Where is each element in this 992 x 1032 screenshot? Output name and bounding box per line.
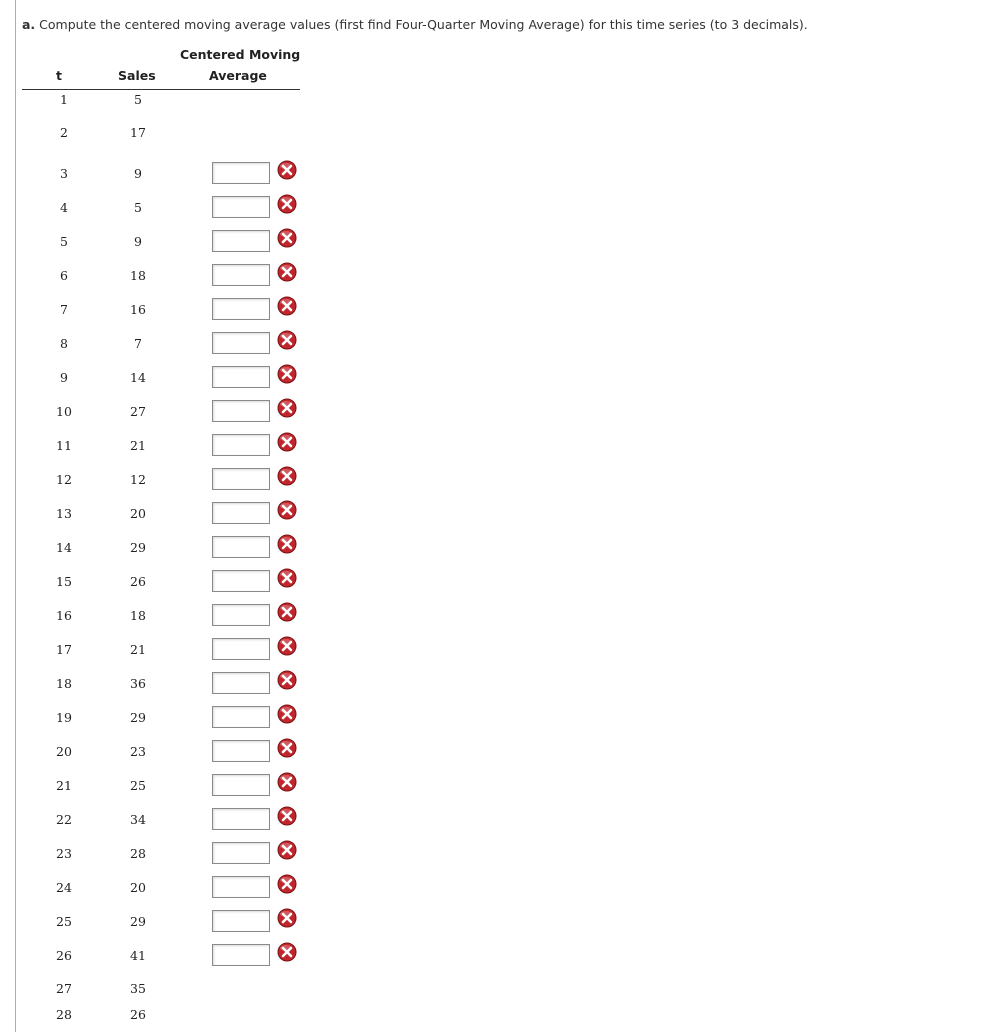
cma-answer-input[interactable]	[212, 162, 270, 184]
cell-sales: 23	[130, 744, 146, 759]
cell-t: 11	[56, 438, 72, 453]
incorrect-x-icon	[277, 670, 297, 690]
incorrect-x-icon	[277, 874, 297, 894]
header-divider	[22, 89, 300, 90]
table-row	[0, 540, 320, 564]
cell-t: 6	[60, 268, 68, 283]
cell-t: 21	[56, 778, 72, 793]
cell-sales: 29	[130, 710, 146, 725]
cell-sales: 29	[130, 914, 146, 929]
incorrect-x-icon	[277, 942, 297, 962]
cell-sales: 20	[130, 506, 146, 521]
table-row	[0, 778, 320, 802]
table-row	[0, 676, 320, 700]
header-cma-line1: Centered Moving	[180, 47, 301, 62]
table-row	[0, 506, 320, 530]
cma-answer-input[interactable]	[212, 536, 270, 558]
cell-sales: 28	[130, 846, 146, 861]
incorrect-x-icon	[277, 738, 297, 758]
cell-t: 9	[60, 370, 68, 385]
cell-t: 19	[56, 710, 72, 725]
incorrect-x-icon	[277, 330, 297, 350]
incorrect-x-icon	[277, 704, 297, 724]
incorrect-x-icon	[277, 568, 297, 588]
question-label: a.	[22, 17, 36, 32]
cell-t: 10	[56, 404, 72, 419]
incorrect-x-icon	[277, 806, 297, 826]
table-row	[0, 268, 320, 292]
cma-answer-input[interactable]	[212, 570, 270, 592]
cell-t: 5	[60, 234, 68, 249]
table-row	[0, 608, 320, 632]
incorrect-x-icon	[277, 636, 297, 656]
cma-answer-input[interactable]	[212, 944, 270, 966]
table-row	[0, 710, 320, 734]
table-row	[0, 574, 320, 598]
incorrect-x-icon	[277, 500, 297, 520]
incorrect-x-icon	[277, 160, 297, 180]
cell-sales: 20	[130, 880, 146, 895]
cell-sales: 29	[130, 540, 146, 555]
incorrect-x-icon	[277, 432, 297, 452]
cell-sales: 17	[130, 125, 146, 140]
cma-answer-input[interactable]	[212, 434, 270, 456]
incorrect-x-icon	[277, 772, 297, 792]
cell-t: 1	[60, 92, 68, 107]
cma-answer-input[interactable]	[212, 604, 270, 626]
cell-sales: 21	[130, 642, 146, 657]
cma-answer-input[interactable]	[212, 264, 270, 286]
cma-answer-input[interactable]	[212, 196, 270, 218]
cell-t: 17	[56, 642, 72, 657]
cma-answer-input[interactable]	[212, 842, 270, 864]
incorrect-x-icon	[277, 296, 297, 316]
cell-t: 14	[56, 540, 72, 555]
cell-t: 12	[56, 472, 72, 487]
table-row	[0, 438, 320, 462]
incorrect-x-icon	[277, 534, 297, 554]
incorrect-x-icon	[277, 364, 297, 384]
table-row	[0, 92, 320, 116]
cma-answer-input[interactable]	[212, 502, 270, 524]
cell-t: 8	[60, 336, 68, 351]
cell-t: 4	[60, 200, 68, 215]
cma-answer-input[interactable]	[212, 400, 270, 422]
cma-answer-input[interactable]	[212, 706, 270, 728]
cell-t: 28	[56, 1007, 72, 1022]
cell-sales: 41	[130, 948, 146, 963]
cell-sales: 34	[130, 812, 146, 827]
table-row	[0, 948, 320, 972]
cell-sales: 35	[130, 981, 146, 996]
cell-sales: 5	[134, 200, 142, 215]
cell-t: 20	[56, 744, 72, 759]
cell-sales: 27	[130, 404, 146, 419]
cell-sales: 26	[130, 574, 146, 589]
cell-t: 2	[60, 125, 68, 140]
cell-sales: 5	[134, 92, 142, 107]
incorrect-x-icon	[277, 194, 297, 214]
cma-answer-input[interactable]	[212, 332, 270, 354]
table-row	[0, 981, 320, 1005]
cma-answer-input[interactable]	[212, 808, 270, 830]
cell-sales: 21	[130, 438, 146, 453]
incorrect-x-icon	[277, 262, 297, 282]
table-row	[0, 302, 320, 326]
cma-answer-input[interactable]	[212, 638, 270, 660]
cma-answer-input[interactable]	[212, 876, 270, 898]
incorrect-x-icon	[277, 228, 297, 248]
cma-answer-input[interactable]	[212, 774, 270, 796]
table-row	[0, 404, 320, 428]
table-row	[0, 1007, 320, 1031]
cell-sales: 26	[130, 1007, 146, 1022]
table-row	[0, 166, 320, 190]
cell-t: 22	[56, 812, 72, 827]
cell-sales: 18	[130, 608, 146, 623]
cell-sales: 7	[134, 336, 142, 351]
cell-t: 15	[56, 574, 72, 589]
cell-t: 16	[56, 608, 72, 623]
cell-sales: 9	[134, 234, 142, 249]
table-row	[0, 846, 320, 870]
header-t: t	[56, 68, 62, 83]
cma-answer-input[interactable]	[212, 672, 270, 694]
cma-answer-input[interactable]	[212, 910, 270, 932]
cell-t: 18	[56, 676, 72, 691]
cell-sales: 12	[130, 472, 146, 487]
cell-sales: 18	[130, 268, 146, 283]
table-row	[0, 234, 320, 258]
cma-answer-input[interactable]	[212, 468, 270, 490]
incorrect-x-icon	[277, 602, 297, 622]
cma-answer-input[interactable]	[212, 298, 270, 320]
cma-answer-input[interactable]	[212, 366, 270, 388]
table-row	[0, 370, 320, 394]
table-row	[0, 336, 320, 360]
cell-sales: 16	[130, 302, 146, 317]
table-row	[0, 812, 320, 836]
cell-t: 27	[56, 981, 72, 996]
header-cma-line2: Average	[209, 68, 267, 83]
cma-answer-input[interactable]	[212, 230, 270, 252]
incorrect-x-icon	[277, 398, 297, 418]
table-row	[0, 744, 320, 768]
incorrect-x-icon	[277, 840, 297, 860]
question-text: Compute the centered moving average values (first find Four-Quarter Moving Average) for this time series (to 3 decimals).	[35, 17, 808, 32]
table-row	[0, 914, 320, 938]
cell-t: 24	[56, 880, 72, 895]
cell-sales: 25	[130, 778, 146, 793]
table-row	[0, 125, 320, 149]
cell-t: 25	[56, 914, 72, 929]
cell-t: 23	[56, 846, 72, 861]
cell-sales: 14	[130, 370, 146, 385]
cma-answer-input[interactable]	[212, 740, 270, 762]
cell-t: 3	[60, 166, 68, 181]
incorrect-x-icon	[277, 908, 297, 928]
cell-sales: 9	[134, 166, 142, 181]
cell-t: 13	[56, 506, 72, 521]
table-row	[0, 642, 320, 666]
cell-t: 7	[60, 302, 68, 317]
cell-t: 26	[56, 948, 72, 963]
table-row	[0, 200, 320, 224]
header-sales: Sales	[118, 68, 156, 83]
question-prompt	[22, 17, 808, 32]
table-row	[0, 472, 320, 496]
incorrect-x-icon	[277, 466, 297, 486]
cell-sales: 36	[130, 676, 146, 691]
table-row	[0, 880, 320, 904]
